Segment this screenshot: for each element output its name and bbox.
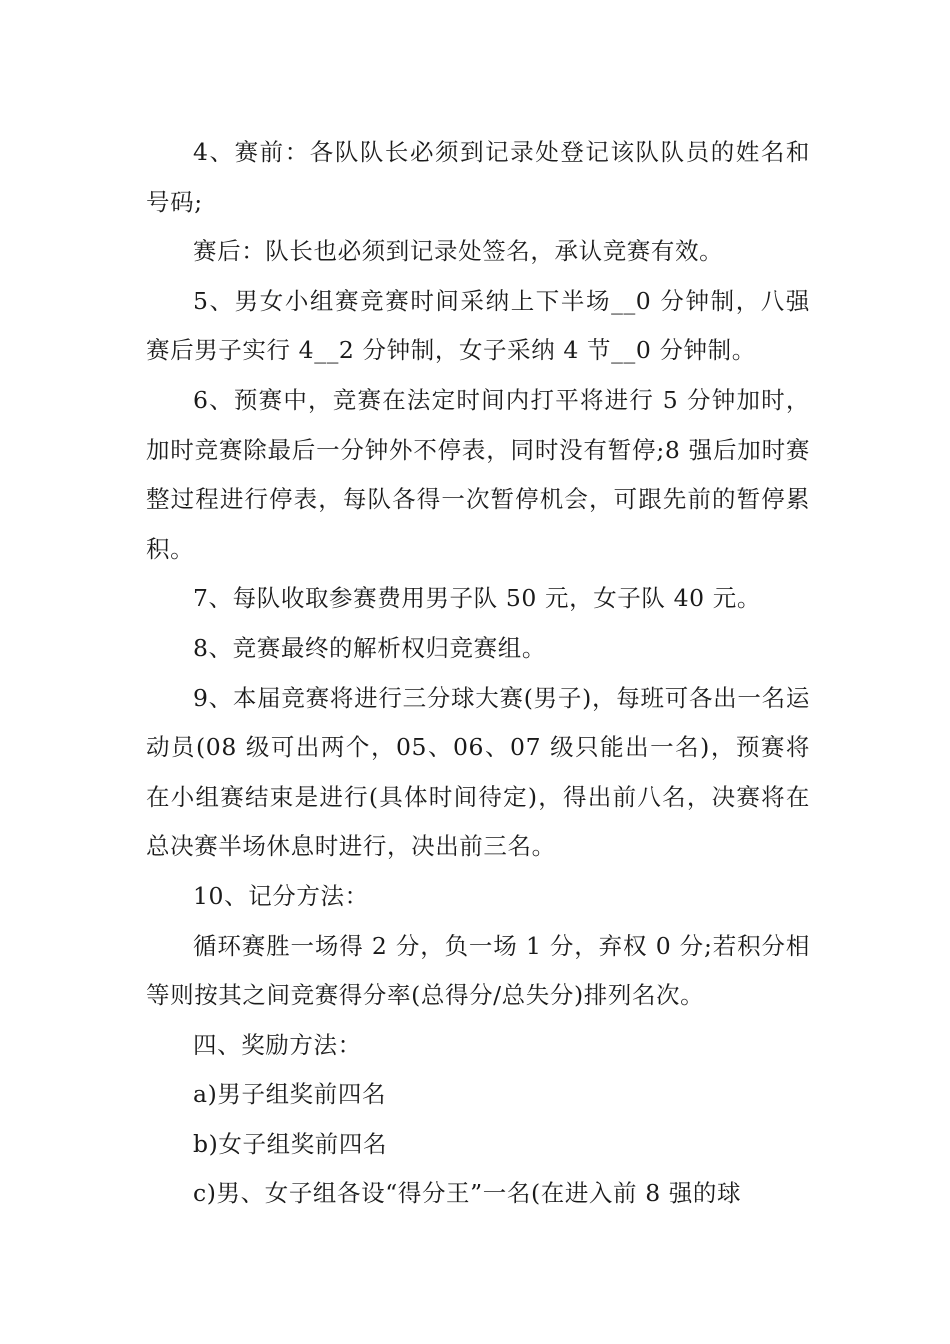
list-item-award-a: a)男子组奖前四名 bbox=[193, 1080, 387, 1109]
paragraph-rule-9: 9、本届竞赛将进行三分球大赛(男子)，每班可各出一名运动员(08 级可出两个，05、06、07 级只能出一名)，预赛将在小组赛结束是进行(具体时间待定)，得出前八名，决赛将在总决赛半场休息时进行，决出前三名。 bbox=[146, 683, 810, 861]
paragraph-rule-6: 6、预赛中，竞赛在法定时间内打平将进行 5 分钟加时，加时竞赛除最后一分钟外不停表，同时没有暂停;8 强后加时赛整过程进行停表，每队各得一次暂停机会，可跟先前的暂停累积。 bbox=[146, 385, 810, 563]
paragraph-rule-5: 5、男女小组赛竞赛时间采纳上下半场__0 分钟制，八强赛后男子实行 4__2 分钟制，女子采纳 4 节__0 分钟制。 bbox=[146, 286, 810, 365]
section-heading-awards: 四、奖励方法： bbox=[193, 1030, 362, 1059]
list-item-award-b: b)女子组奖前四名 bbox=[193, 1129, 388, 1158]
list-item-award-c: c)男、女子组各设“得分王”一名(在进入前 8 强的球 bbox=[193, 1179, 742, 1208]
paragraph-rule-4: 4、赛前：各队队长必须到记录处登记该队队员的姓名和号码; bbox=[146, 138, 810, 216]
paragraph-rule-8: 8、竞赛最终的解析权归竞赛组。 bbox=[193, 633, 546, 662]
paragraph-after-match: 赛后：队长也必须到记录处签名，承认竞赛有效。 bbox=[193, 237, 724, 266]
paragraph-rule-7: 7、每队收取参赛费用男子队 50 元，女子队 40 元。 bbox=[193, 584, 761, 613]
paragraph-rule-10: 10、记分方法： bbox=[193, 881, 369, 910]
paragraph-scoring: 循环赛胜一场得 2 分，负一场 1 分，弃权 0 分;若积分相等则按其之间竞赛得分率(总得分/总失分)排列名次。 bbox=[146, 931, 810, 1010]
document-body bbox=[146, 128, 810, 1219]
